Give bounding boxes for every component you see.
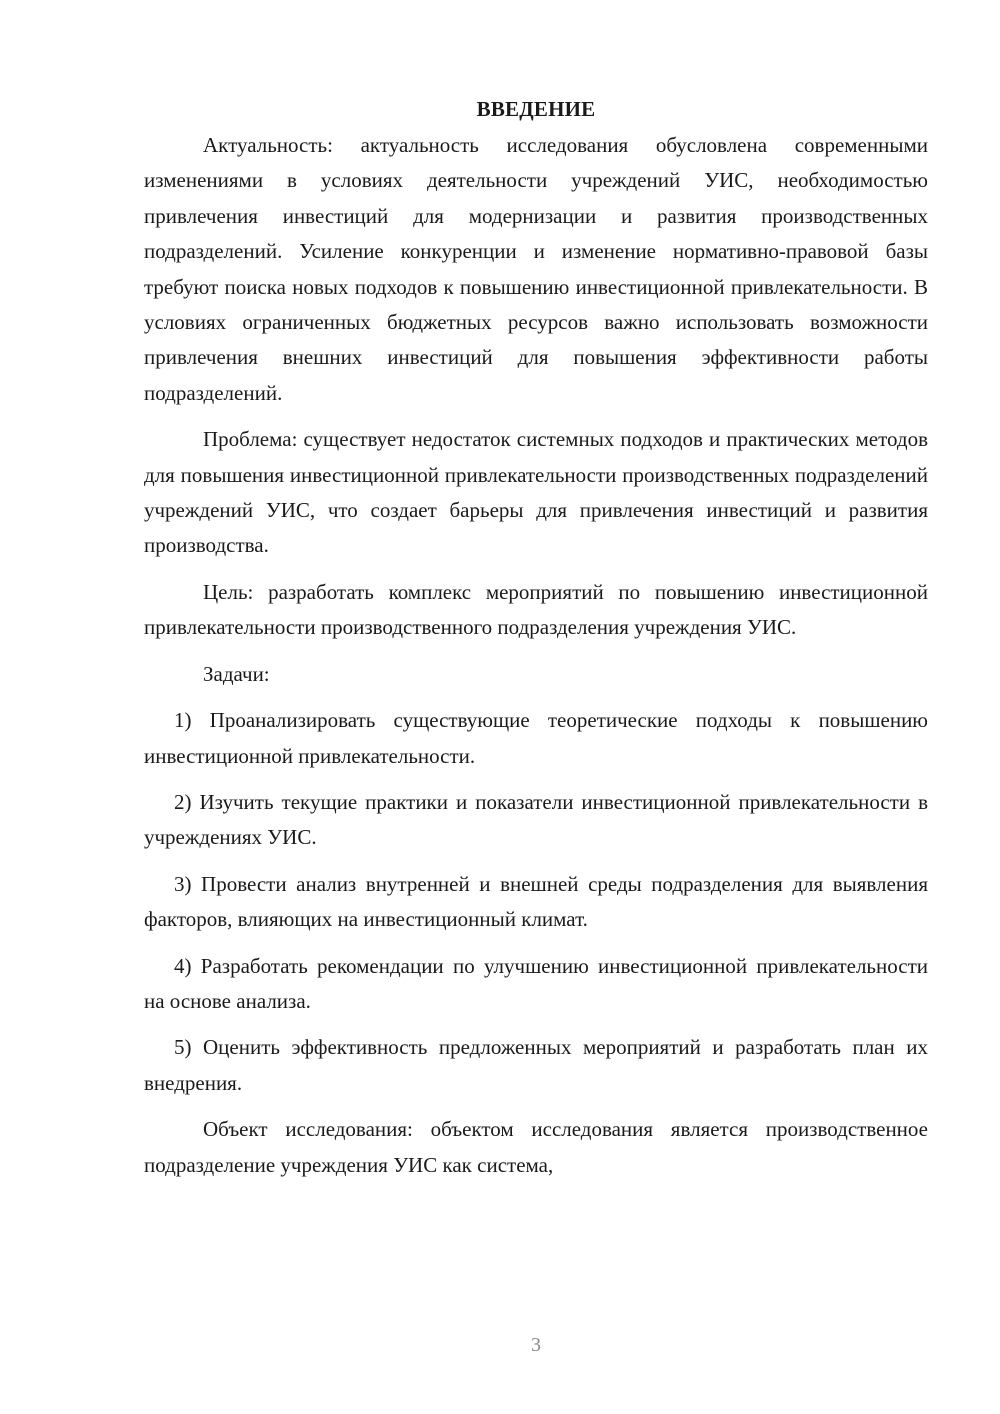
page-content (144, 94, 928, 1194)
page-number: 3 (531, 1334, 541, 1356)
task-item-4: 4) Разработать рекомендации по улучшению инвестиционной привлекательности на основе анализа. (144, 953, 928, 1013)
paragraph-object: Объект исследования: объектом исследования является производственное подразделение учреждения УИС как система, (144, 1117, 928, 1177)
paragraph-problem: Проблема: существует недостаток системных подходов и практических методов для повышения инвестиционной привлекательности производственных подразделений учреждений УИС, что создает барьеры для привлечения инвестиций и развития производства. (144, 427, 928, 558)
task-item-3: 3) Провести анализ внутренней и внешней среды подразделения для выявления факторов, влияющих на инвестиционный климат. (144, 871, 928, 932)
page-title: ВВЕДЕНИЕ (476, 97, 596, 121)
paragraph-tasks-label: Задачи: (203, 661, 270, 686)
task-item-2: 2) Изучить текущие практики и показатели инвестиционной привлекательности в учреждениях УИС. (144, 789, 928, 850)
task-item-1: 1) Проанализировать существующие теоретические подходы к повышению инвестиционной привлекательности. (144, 708, 928, 768)
paragraph-relevance: Актуальность: актуальность исследования обусловлена современными изменениями в условиях деятельности учреждений УИС, необходимостью привлечения инвестиций для модернизации и развития производственных подразделений. Усиление конкуренции и изменение нормативно-правовой базы требуют поиска новых подходов к повышению инвестиционной привлекательности. В условиях ограниченных бюджетных ресурсов важно использовать возможности привлечения внешних инвестиций для повышения эффективности работы подразделений. (144, 133, 928, 405)
paragraph-goal: Цель: разработать комплекс мероприятий по повышению инвестиционной привлекательности производственного подразделения учреждения УИС. (144, 579, 928, 640)
task-item-5: 5) Оценить эффективность предложенных мероприятий и разработать план их внедрения. (144, 1035, 928, 1095)
